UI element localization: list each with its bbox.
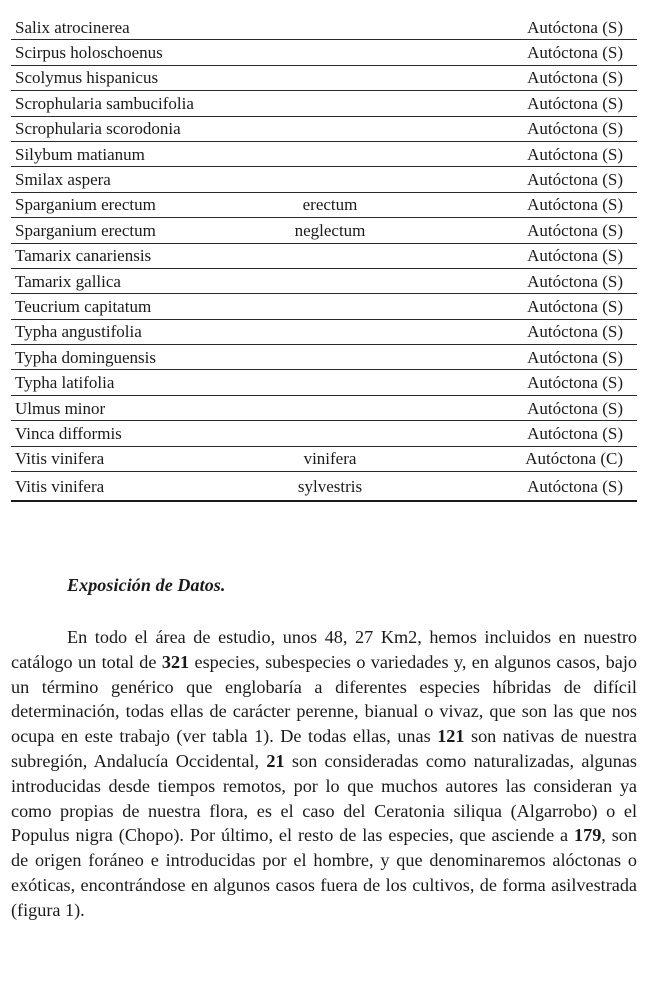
table-row [11, 395, 637, 420]
table-row [11, 91, 637, 116]
table-row [11, 15, 637, 40]
subspecies-cell [255, 65, 401, 90]
table-row [11, 472, 637, 502]
subspecies-cell: vinifera [255, 446, 401, 471]
table-row [11, 218, 637, 243]
paragraph-text: son nativas de nuestra subregión, Andalucía Occidental, [11, 726, 638, 771]
body-paragraph [11, 625, 637, 923]
species-name-cell: Silybum matianum [11, 141, 255, 166]
species-name-cell: Vitis vinifera [11, 446, 255, 471]
table-row [11, 421, 637, 446]
native-species-count: 121 [437, 726, 465, 747]
species-name-cell: Tamarix canariensis [11, 243, 255, 268]
species-name-cell: Typha angustifolia [11, 319, 255, 344]
species-name-cell: Smilax aspera [11, 167, 255, 192]
subspecies-cell [255, 319, 401, 344]
table-row [11, 294, 637, 319]
paragraph-text: , son de origen foráneo e introducidas por el hombre, y que denominaremos alóctonas o exóticas, encontrándose en algunos casos fuera de los cultivos, de forma asilvestrada (figura 1). [11, 825, 637, 920]
status-cell: Autóctona (S) [401, 268, 637, 293]
status-cell: Autóctona (S) [401, 243, 637, 268]
section-heading: Exposición de Datos. [67, 575, 226, 595]
table-row [11, 319, 637, 344]
status-cell: Autóctona (S) [401, 15, 637, 40]
status-cell: Autóctona (S) [401, 370, 637, 395]
subspecies-cell [255, 141, 401, 166]
naturalized-species-count: 21 [266, 750, 285, 771]
subspecies-cell [255, 345, 401, 370]
species-table [11, 15, 637, 502]
table-row [11, 268, 637, 293]
species-name-cell: Salix atrocinerea [11, 15, 255, 40]
subspecies-cell [255, 268, 401, 293]
species-name-cell: Sparganium erectum [11, 218, 255, 243]
status-cell: Autóctona (S) [401, 395, 637, 420]
status-cell: Autóctona (S) [401, 345, 637, 370]
species-name-cell: Vitis vinifera [11, 472, 255, 502]
paragraph-text: especies, subespecies o variedades y, en algunos casos, bajo un término genérico que englobaría a diferentes especies híbridas de difícil determinación, todas ellas de carácter perenne, bianual o vivaz, que son las que nos ocupa en este trabajo (ver tabla 1). De todas ellas, unas [11, 651, 637, 747]
table-row [11, 116, 637, 141]
status-cell: Autóctona (S) [401, 472, 637, 502]
table-row [11, 345, 637, 370]
subspecies-cell [255, 91, 401, 116]
status-cell: Autóctona (S) [401, 218, 637, 243]
status-cell: Autóctona (S) [401, 116, 637, 141]
species-name-cell: Scolymus hispanicus [11, 65, 255, 90]
species-name-cell: Vinca difformis [11, 421, 255, 446]
table-row [11, 65, 637, 90]
status-cell: Autóctona (S) [401, 421, 637, 446]
paragraph-text: son consideradas como naturalizadas, algunas introducidas desde tiempos remotos, por lo que muchos autores las consideran ya como propias de nuestra flora, es el caso del Ceratonia siliqua (Algarrobo) o el Populus nigra (Chopo). Por último, el resto de las especies, que asciende a [11, 750, 637, 846]
status-cell: Autóctona (S) [401, 319, 637, 344]
table-row [11, 141, 637, 166]
species-name-cell: Tamarix gallica [11, 268, 255, 293]
species-name-cell: Typha dominguensis [11, 345, 255, 370]
exotic-species-count: 179 [574, 825, 602, 846]
table-row [11, 167, 637, 192]
subspecies-cell [255, 370, 401, 395]
subspecies-cell [255, 167, 401, 192]
status-cell: Autóctona (S) [401, 141, 637, 166]
status-cell: Autóctona (S) [401, 40, 637, 65]
table-row [11, 370, 637, 395]
subspecies-cell: sylvestris [255, 472, 401, 502]
paragraph-text: En todo el área de estudio, unos 48, 27 Km2, hemos incluidos en nuestro catálogo un total de [11, 627, 637, 672]
species-name-cell: Scrophularia sambucifolia [11, 91, 255, 116]
subspecies-cell [255, 294, 401, 319]
status-cell: Autóctona (S) [401, 294, 637, 319]
subspecies-cell [255, 15, 401, 40]
status-cell: Autóctona (S) [401, 192, 637, 217]
species-table-body [11, 15, 637, 501]
species-name-cell: Scrophularia scorodonia [11, 116, 255, 141]
species-name-cell: Scirpus holoschoenus [11, 40, 255, 65]
subspecies-cell [255, 421, 401, 446]
species-name-cell: Typha latifolia [11, 370, 255, 395]
table-row [11, 243, 637, 268]
species-name-cell: Ulmus minor [11, 395, 255, 420]
status-cell: Autóctona (S) [401, 167, 637, 192]
subspecies-cell [255, 40, 401, 65]
subspecies-cell: neglectum [255, 218, 401, 243]
status-cell: Autóctona (C) [401, 446, 637, 471]
status-cell: Autóctona (S) [401, 91, 637, 116]
total-species-count: 321 [161, 651, 190, 672]
table-row [11, 40, 637, 65]
subspecies-cell [255, 395, 401, 420]
table-row [11, 446, 637, 471]
subspecies-cell [255, 243, 401, 268]
species-name-cell: Sparganium erectum [11, 192, 255, 217]
status-cell: Autóctona (S) [401, 65, 637, 90]
species-name-cell: Teucrium capitatum [11, 294, 255, 319]
table-row [11, 192, 637, 217]
subspecies-cell: erectum [255, 192, 401, 217]
subspecies-cell [255, 116, 401, 141]
